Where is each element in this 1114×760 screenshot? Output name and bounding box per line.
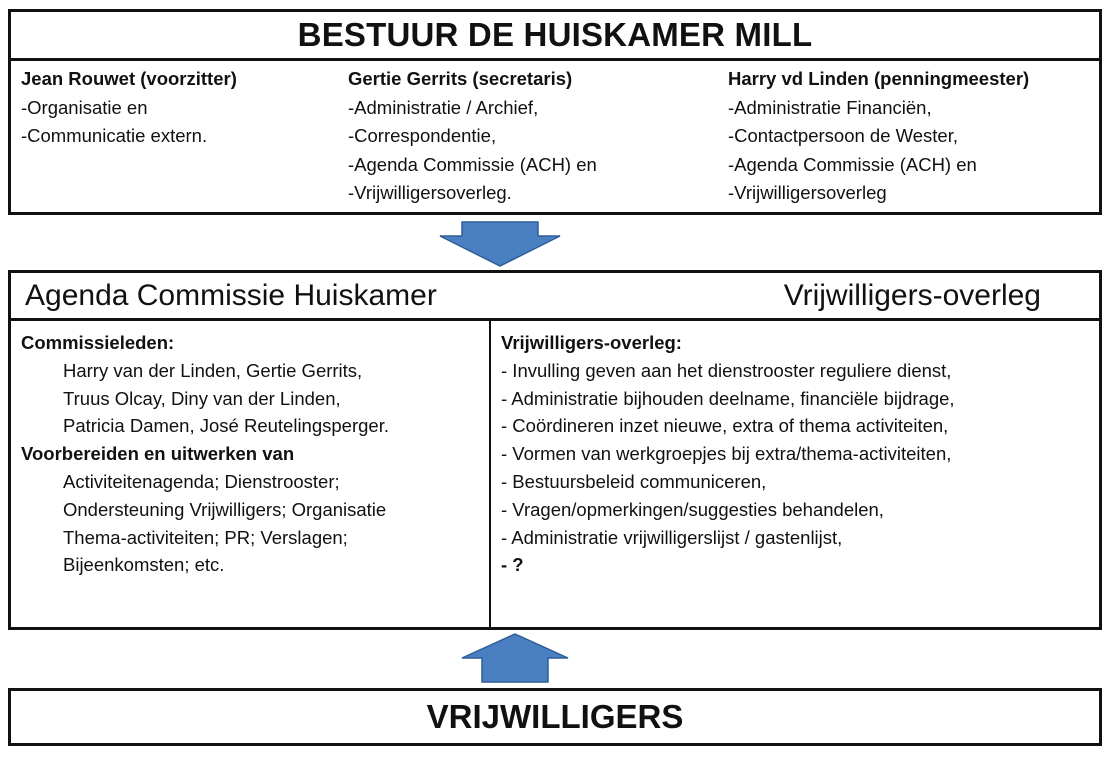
commissie-box [8, 270, 1102, 630]
column-line: -Administratie Financiën, [728, 96, 932, 118]
overleg-item: - Administratie vrijwilligerslijst / gastenlijst, [501, 526, 843, 548]
bestuur-title: BESTUUR DE HUISKAMER MILL [297, 16, 813, 53]
column-divider [489, 321, 491, 627]
column-heading: Gertie Gerrits (secretaris) [348, 68, 573, 89]
column-line: -Contactpersoon de Wester, [728, 125, 959, 146]
arrow-down-icon [438, 220, 562, 268]
bestuur-column-penningmeester [728, 65, 1029, 208]
overleg-item: - Bestuursbeleid communiceren, [501, 470, 767, 492]
commissie-left-column [21, 329, 389, 579]
bestuur-column-voorzitter [21, 65, 237, 151]
task-line: Activiteitenagenda; Dienstrooster; [63, 470, 340, 492]
overleg-item-open: - ? [501, 554, 524, 576]
column-line: -Organisatie en [21, 96, 148, 118]
member-line: Patricia Damen, José Reutelingsperger. [63, 415, 389, 437]
commissie-header-row [11, 273, 1099, 321]
overleg-item: - Vragen/opmerkingen/suggesties behandelen, [501, 498, 884, 520]
bestuur-box [8, 9, 1102, 215]
column-line: -Communicatie extern. [21, 125, 208, 146]
overleg-right-column [501, 329, 955, 579]
voorbereiden-heading: Voorbereiden en uitwerken van [21, 443, 295, 465]
overleg-item: - Vormen van werkgroepjes bij extra/thema-activiteiten, [501, 443, 952, 465]
overleg-item: - Administratie bijhouden deelname, financiële bijdrage, [501, 387, 955, 409]
column-line: -Agenda Commissie (ACH) en [728, 153, 977, 175]
column-heading: Harry vd Linden (penningmeester) [728, 68, 1030, 89]
member-line: Harry van der Linden, Gertie Gerrits, [63, 359, 363, 381]
overleg-item: - Invulling geven aan het dienstrooster reguliere dienst, [501, 359, 952, 381]
bestuur-column-secretaris [348, 65, 597, 208]
column-line: -Vrijwilligersoverleg [728, 182, 887, 203]
task-line: Thema-activiteiten; PR; Verslagen; [63, 526, 348, 548]
overleg-title: Vrijwilligers-overleg [783, 279, 1041, 312]
column-heading: Jean Rouwet (voorzitter) [21, 68, 237, 89]
column-line: -Correspondentie, [348, 125, 497, 146]
vrijwilligers-title: VRIJWILLIGERS [426, 698, 684, 735]
task-line: Ondersteuning Vrijwilligers; Organisatie [63, 498, 387, 520]
column-line: -Agenda Commissie (ACH) en [348, 153, 597, 175]
column-line: -Vrijwilligersoverleg. [348, 182, 512, 203]
bestuur-title-row [11, 12, 1099, 61]
overleg-item: - Coördineren inzet nieuwe, extra of thema activiteiten, [501, 415, 949, 437]
commissieleden-heading: Commissieleden: [21, 332, 175, 353]
vrijwilligers-box [8, 688, 1102, 746]
member-line: Truus Olcay, Diny van der Linden, [63, 387, 341, 409]
column-line: -Administratie / Archief, [348, 96, 539, 118]
overleg-heading: Vrijwilligers-overleg: [501, 332, 682, 353]
arrow-up-icon [460, 632, 570, 684]
commissie-title: Agenda Commissie Huiskamer [25, 279, 437, 312]
task-line: Bijeenkomsten; etc. [63, 554, 225, 576]
